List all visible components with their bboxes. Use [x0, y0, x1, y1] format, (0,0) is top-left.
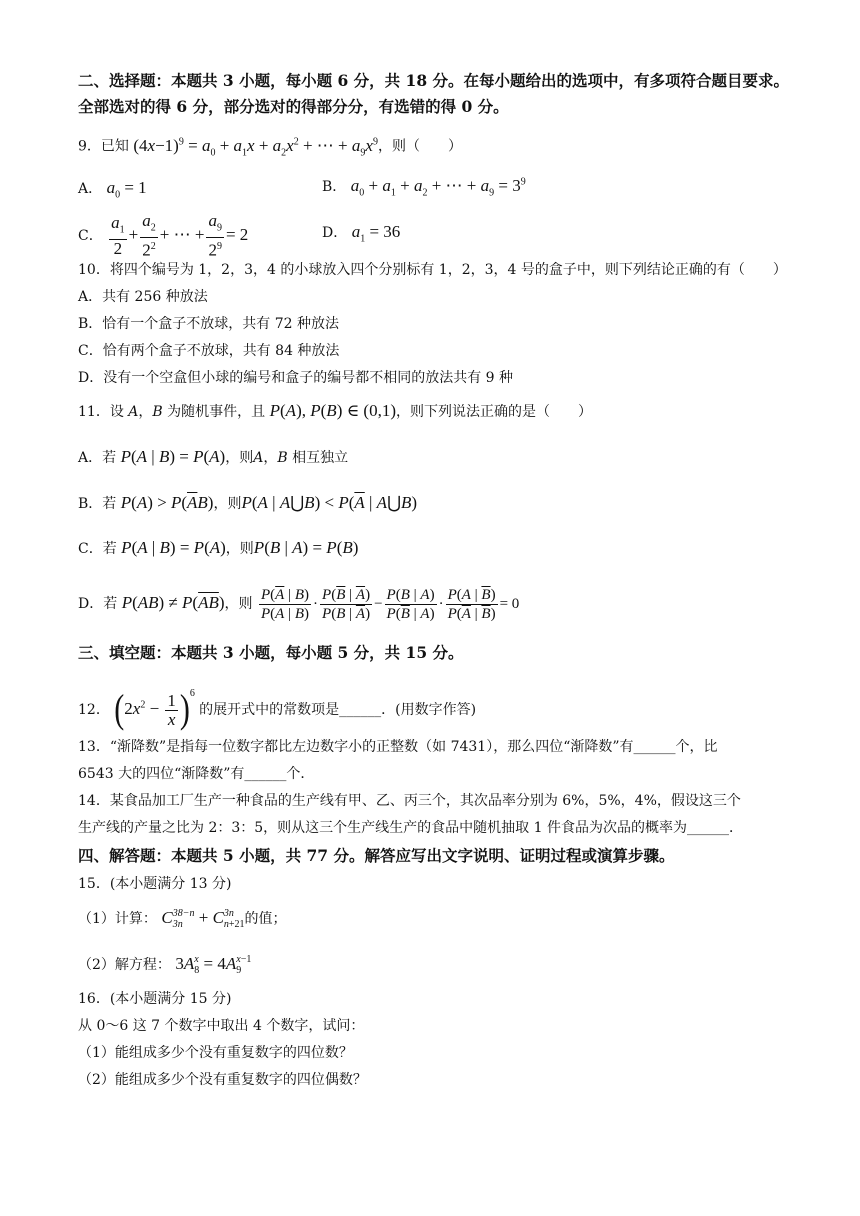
question-15-title: 15．(本小题满分 13 分): [78, 876, 232, 892]
question-10-stem: 10．将四个编号为 1，2，3，4 的小球放入四个分别标有 1，2，3，4 号的盒子中，则下列结论正确的有（ ）: [78, 262, 787, 278]
q16-intro: 从 0～6 这 7 个数字中取出 4 个数字，试问：: [78, 1018, 365, 1034]
section-3-header: 三、填空题：本题共 3 小题，每小题 5 分，共 15 分。: [78, 643, 464, 662]
question-13-line-1: 13．“渐降数”是指每一位数字都比左边数字小的正整数（如 7431），那么四位“渐降数”有______个，比: [78, 739, 718, 755]
question-12: 12． ($2x^2$ − $\frac{1}{x}$ )$^6$ 的展开式中的常数项是______．(用数字作答): [78, 687, 477, 732]
question-14-line-2: 生产线的产量之比为 2：3：5，则从这三个生产线生产的食品中随机抽取 1 件食品为次品的概率为______．: [78, 820, 743, 836]
q11-option-c: C．若 P(A | B) = P(A)，则P(B | A) = P(B): [78, 538, 359, 557]
q15-part-2: （2）解方程： 3Ax 8 = 4Ax−1 9: [78, 954, 252, 977]
q9-option-d: D． $a_1 = 36$: [322, 222, 401, 245]
q10-option-a: A．共有 256 种放法: [78, 289, 208, 305]
q16-part-1: （1）能组成多少个没有重复数字的四位数？: [78, 1045, 353, 1061]
q9-option-a: A． $a_0 = 1$: [78, 178, 147, 201]
q15-part-1: （1）计算： C38−n 3n + C3n n+21的值；: [78, 908, 287, 931]
q16-part-2: （2）能组成多少个没有重复数字的四位偶数？: [78, 1072, 367, 1088]
q11-option-b: B．若 $P(A) > P(\overline{A}B)$，则P(A | A⋃B) < $P(\overline{A}$ | A⋃B): [78, 493, 418, 512]
q10-option-d: D．没有一个空盒但小球的编号和盒子的编号都不相同的放法共有 9 种: [78, 370, 514, 386]
question-14-line-1: 14．某食品加工厂生产一种食品的生产线有甲、乙、丙三个，其次品率分别为 6%，5%，4%，假设这三个: [78, 793, 741, 809]
q11-option-d: D．若 $P(AB) \ne P(\overline{A}\overline{B})$，则 $\frac{P(\overline{A} | B)}{P(A | B)}$ · $\frac{P(\overline{B} | \overline{A})}{P(B | \overline{A})}$ − $\frac{P(B | A)}{P(\overline{B} | A)}$ · $\frac{P(A | \overline{B})}{P(\overline{A} | \overline{B})}$ = 0: [78, 587, 520, 622]
q9-option-b: B． $a_0 + a_1 + a_2$ + ⋯ + $a_9 = 3^9$: [322, 176, 526, 199]
q9-equation: $(4x-1)^9 = a_0 + a_1x + a_2x^2$ + ⋯ + $a_9x^9$: [133, 135, 378, 159]
question-16-title: 16．(本小题满分 15 分): [78, 991, 232, 1007]
question-11-stem: 11．设 A，B 为随机事件，且 P(A), P(B) ∈ (0,1)，则下列说法正确的是（ ）: [78, 401, 593, 420]
q10-option-c: C．恰有两个盒子不放球，共有 84 种放法: [78, 343, 340, 359]
q11-option-a: A．若 P(A | B) = P(A)，则A，B 相互独立: [78, 447, 349, 466]
question-9-stem: 9．已知 $(4x-1)^9 = a_0 + a_1x + a_2x^2$ + ⋯ + $a_9x^9$，则（ ）: [78, 135, 462, 159]
q9-option-c: C． $\frac{a_1}{2}$ + $\frac{a_2}{2^2}$ + ⋯ + $\frac{a_9}{2^9}$ = 2: [78, 211, 249, 261]
q10-option-b: B．恰有一个盒子不放球，共有 72 种放法: [78, 316, 340, 332]
section-2-header: 二、选择题：本题共 3 小题，每小题 6 分，共 18 分。在每小题给出的选项中，有多项符合题目要求。全部选对的得 6 分，部分选对的得部分分，有选错的得 0 分。: [78, 71, 790, 116]
q12-expression: ($2x^2$ − $\frac{1}{x}$ )$^6$: [114, 687, 195, 732]
section-4-header: 四、解答题：本题共 5 小题，共 77 分。解答应写出文字说明、证明过程或演算步骤。: [78, 846, 675, 865]
question-13-line-2: 6543 大的四位“渐降数”有______个．: [78, 766, 315, 782]
